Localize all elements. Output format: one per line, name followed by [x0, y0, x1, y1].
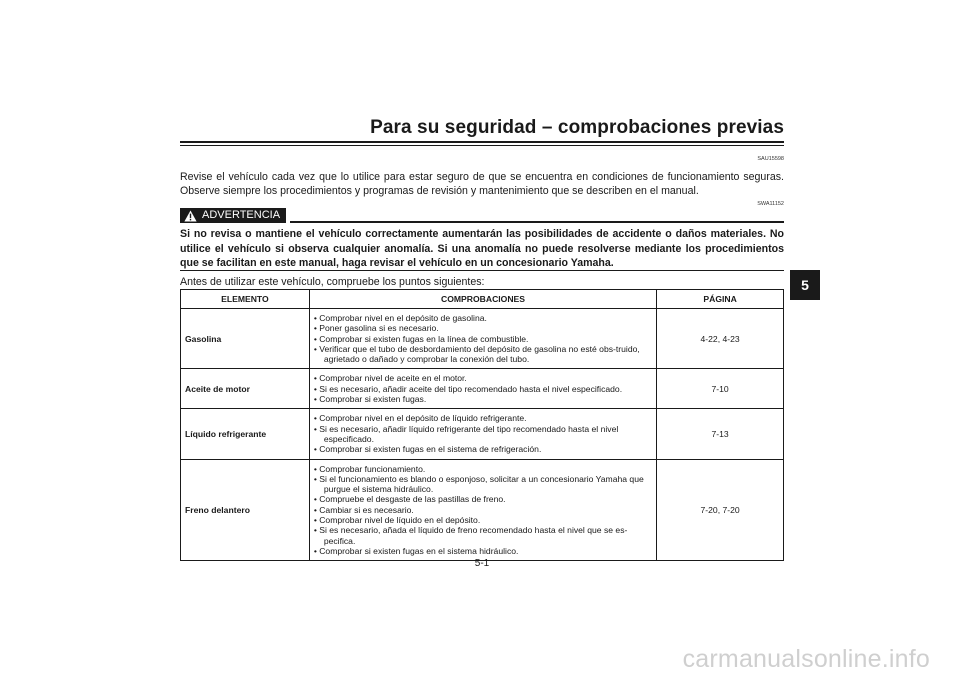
table-row: [181, 459, 784, 561]
row-checks: [309, 409, 656, 459]
pre-operation-checklist-table: [180, 289, 784, 561]
row-element: Gasolina: [181, 309, 310, 369]
row-page: 7-20, 7-20: [657, 459, 784, 561]
title-rule: [180, 141, 784, 143]
check-item: • Si es necesario, añadir líquido refrigerante del tipo recomendado hasta el nivel especificado.: [314, 424, 652, 445]
intro-paragraph: Revise el vehículo cada vez que lo utilice para estar seguro de que se encuentra en condiciones de funcionamiento seguras. Observe siempre los procedimientos y programas de revisión y mantenimiento que se describen en el manual.: [180, 171, 784, 197]
check-item: • Comprobar nivel en el depósito de líquido refrigerante.: [314, 413, 652, 423]
warning-rule: [290, 221, 784, 223]
warning-reference-code: SWA11152: [757, 201, 784, 207]
check-item: • Cambiar si es necesario.: [314, 505, 652, 515]
column-header-element: ELEMENTO: [181, 290, 310, 309]
row-page: 7-10: [657, 369, 784, 409]
row-checks: [309, 309, 656, 369]
check-item: • Comprobar si existen fugas en el sistema hidráulico.: [314, 546, 652, 556]
chapter-tab: 5: [790, 270, 820, 300]
warning-label: ADVERTENCIA: [202, 209, 281, 221]
row-page: 7-13: [657, 409, 784, 459]
page-title: Para su seguridad – comprobaciones previas: [370, 117, 784, 138]
table-row: [181, 409, 784, 459]
title-rule-thin: [180, 145, 784, 146]
reference-code: SAU15598: [757, 156, 784, 162]
check-item: • Comprobar si existen fugas en el sistema de refrigeración.: [314, 444, 652, 454]
warning-end-rule: [180, 270, 784, 271]
row-element: Freno delantero: [181, 459, 310, 561]
row-element: Líquido refrigerante: [181, 409, 310, 459]
check-item: • Comprobar nivel de líquido en el depósito.: [314, 515, 652, 525]
check-item: • Si es necesario, añada el líquido de freno recomendado hasta el nivel que se es-pecifica.: [314, 525, 652, 546]
row-checks: [309, 369, 656, 409]
row-element: Aceite de motor: [181, 369, 310, 409]
table-header-row: [181, 290, 784, 309]
table-row: [181, 369, 784, 409]
check-item: • Comprobar funcionamiento.: [314, 464, 652, 474]
check-item: • Si el funcionamiento es blando o esponjoso, solicitar a un concesionario Yamaha que purgue el sistema hidráulico.: [314, 474, 652, 495]
check-item: • Comprobar si existen fugas en la línea de combustible.: [314, 334, 652, 344]
column-header-checks: COMPROBACIONES: [309, 290, 656, 309]
table-row: [181, 309, 784, 369]
check-item: • Comprobar si existen fugas.: [314, 394, 652, 404]
check-item: • Verificar que el tubo de desbordamiento del depósito de gasolina no esté obs-truido, agrietado o dañado y comprobar la conexión del tubo.: [314, 344, 652, 365]
check-item: • Comprobar nivel en el depósito de gasolina.: [314, 313, 652, 323]
warning-text: Si no revisa o mantiene el vehículo correctamente aumentarán las posibilidades de accidente o daños materiales. No utilice el vehículo si observa cualquier anomalía. Si una anomalía no puede resolverse mediante los procedimientos que se facilitan en este manual, haga revisar el vehículo en un concesionario Yamaha.: [180, 228, 784, 269]
check-item: • Comprobar nivel de aceite en el motor.: [314, 373, 652, 383]
row-page: 4-22, 4-23: [657, 309, 784, 369]
warning-badge: [180, 208, 286, 223]
checklist-lead: Antes de utilizar este vehículo, compruebe los puntos siguientes:: [180, 276, 485, 288]
page-number: 5-1: [474, 558, 490, 569]
column-header-page: PÁGINA: [657, 290, 784, 309]
check-item: • Poner gasolina si es necesario.: [314, 323, 652, 333]
check-item: • Si es necesario, añadir aceite del tipo recomendado hasta el nivel especificado.: [314, 384, 652, 394]
check-item: • Compruebe el desgaste de las pastillas de freno.: [314, 494, 652, 504]
watermark: carmanualsonline.info: [682, 645, 930, 673]
row-checks: [309, 459, 656, 561]
warning-triangle-icon: [184, 210, 197, 222]
